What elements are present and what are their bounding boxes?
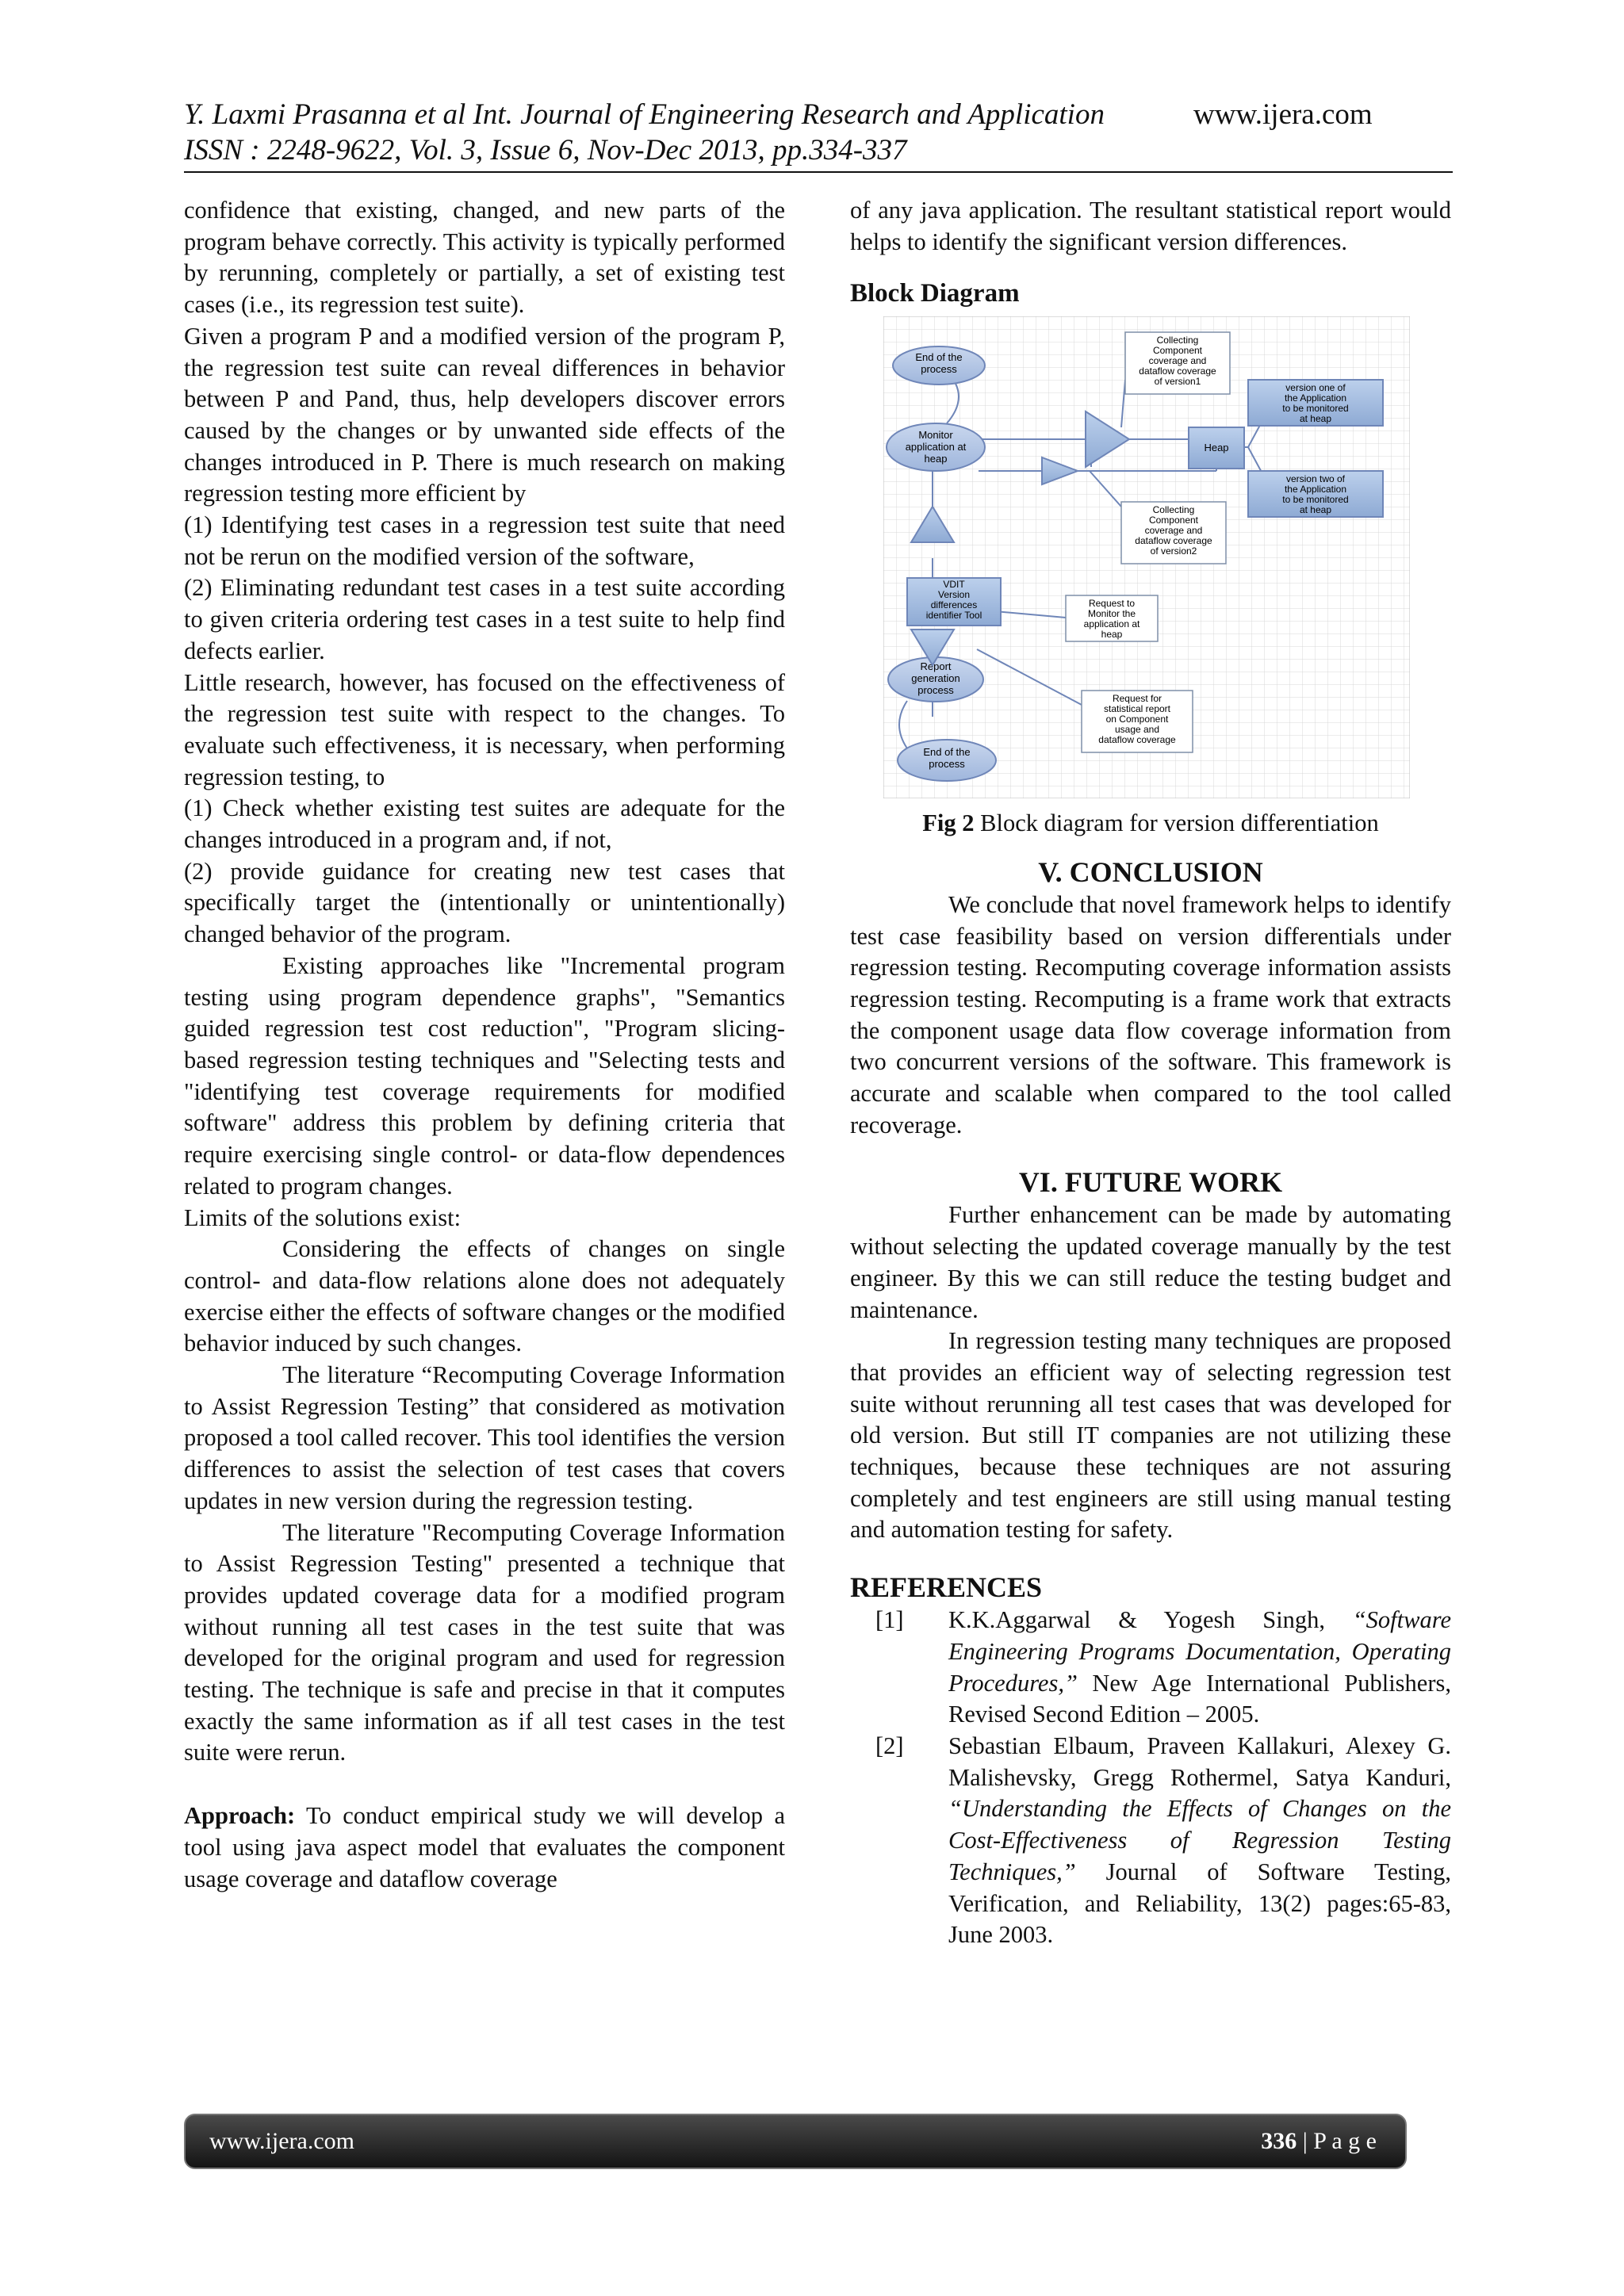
footer-website: www.ijera.com xyxy=(209,2128,354,2154)
svg-text:End of theprocess: End of the process xyxy=(915,351,963,376)
end-top-line1: End of the xyxy=(915,351,963,364)
conclusion-paragraph: We conclude that novel framework helps to identify test case feasibility based on version differentials under regression testing. Recomputing coverage information assists regression testing. Recomputing is a frame work that extracts the component usage data flow coverage information from two concurrent versions of the software. This framework is accurate and scalable when compared to the tool called recoverage. xyxy=(850,890,1451,1138)
list-item: (1) Identifying test cases in a regression test suite that need not be rerun on the modified version of the software, xyxy=(184,511,785,570)
block-diagram xyxy=(883,316,1410,798)
list-item: (1) Check whether existing test suites are adequate for the changes introduced in a program and, if not, xyxy=(184,794,785,854)
svg-text:End of theprocess: End of the process xyxy=(923,746,971,771)
figure-caption: Fig 2 Block diagram for version differentiation xyxy=(922,809,1379,836)
paragraph: The literature "Recomputing Coverage Information to Assist Regression Testing" presented a technique that provides updated coverage data for a modified program without running all test cases in the test suite that was developed for the original program and used for regression testing. The technique is safe and precise in that it computes exactly the same information as if all test cases in the test suite were rerun. xyxy=(184,1518,785,1766)
paragraph: Little research, however, has focused on the effectiveness of the regression test suite with respect to the changes. To evaluate such effectiveness, it is necessary, when performing regression testing, to xyxy=(184,668,785,790)
right-column xyxy=(850,195,1451,1951)
header-rule xyxy=(184,171,1453,173)
list-item: (2) provide guidance for creating new test cases that specifically target the (intentionally or unintentionally) changed behavior of the program. xyxy=(184,857,785,948)
conclusion-heading: V. CONCLUSION xyxy=(1038,855,1263,888)
reference-item: [1] K.K.Aggarwal & Yogesh Singh, “Software Engineering Programs Documentation, Operating Procedures,” New Age International Publishers, Revised Second Edition – 2005. xyxy=(875,1606,1451,1728)
paragraph: of any java application. The resultant statistical report would helps to identify the significant version differences. xyxy=(850,197,1451,255)
future-work-heading: VI. FUTURE WORK xyxy=(1018,1166,1283,1199)
future-work-paragraph: In regression testing many techniques are proposed that provides an efficient way of selecting regression test suite without rerunning all test cases that was developed for old version. But still IT companies are not utilizing these techniques, because these techniques are not assuring completely and test engineers are still using manual testing and automation testing for safety. xyxy=(850,1327,1451,1544)
page-footer xyxy=(184,2114,1407,2169)
left-column xyxy=(184,195,785,1895)
svg-text:Request forstatistical reporto: Request for statistical report on Component usage and dataflow coverage xyxy=(1098,693,1176,746)
header-website: www.ijera.com xyxy=(1193,98,1373,131)
svg-text:Request toMonitor theapplicati: Request to Monitor the application at heap xyxy=(1083,598,1140,641)
approach-label: Approach: xyxy=(184,1802,296,1830)
svg-text:VDITVersiondifferencesidentifi: VDIT Version differences identifier Tool xyxy=(925,579,982,622)
svg-text:Heap: Heap xyxy=(1204,442,1229,454)
references-heading: REFERENCES xyxy=(850,1571,1043,1604)
issn-line: ISSN : 2248-9622, Vol. 3, Issue 6, Nov-Dec 2013, pp.334-337 xyxy=(184,134,907,166)
svg-text:Reportgenerationprocess: Report generation process xyxy=(911,660,960,697)
svg-text:CollectingComponentcoverage an: Collecting Component coverage and dataflow coverage of version1 xyxy=(1139,335,1216,388)
svg-text:version two ofthe Applicationt: version two of the Application to be monitored at heap xyxy=(1282,473,1349,516)
paragraph: Limits of the solutions exist: xyxy=(184,1203,462,1231)
svg-text:CollectingComponentcoverage an: Collecting Component coverage and dataflow coverage of version2 xyxy=(1135,504,1212,557)
approach-paragraph: Approach: To conduct empirical study we will develop a tool using java aspect model that evaluates the component usage coverage and dataflow coverage xyxy=(184,1802,785,1892)
journal-title: Y. Laxmi Prasanna et al Int. Journal of Engineering Research and Application xyxy=(184,98,1105,131)
paragraph: Given a program P and a modified version of the program P, the regression test suite can reveal differences in behavior between P and Pand, thus, help developers discover errors caused by the changes or by unwanted side effects of the changes introduced in P. There is much research on making regression testing more efficient by xyxy=(184,322,785,507)
page-number: 336 | P a g e xyxy=(1261,2128,1377,2154)
paragraph: confidence that existing, changed, and new parts of the program behave correctly. This activity is typically performed by rerunning, completely or partially, a set of existing test cases (i.e., its regression test suite). xyxy=(184,197,785,319)
future-work-paragraph: Further enhancement can be made by automating without selecting the updated coverage manually by the test engineer. By this we can still reduce the testing budget and maintenance. xyxy=(850,1201,1451,1323)
reference-item: [2] Sebastian Elbaum, Praveen Kallakuri, Alexey G. Malishevsky, Gregg Rothermel, Satya Kanduri, “Understanding the Effects of Changes on the Cost-Effectiveness of Regression Testing Techniques,” Journal of Software Testing, Verification, and Reliability, 13(2) pages:65-83, June 2003. xyxy=(875,1732,1451,1949)
paragraph: The literature “Recomputing Coverage Information to Assist Regression Testing” that considered as motivation proposed a tool called recover. This tool identifies the version differences to assist the selection of test cases that covers updates in new version during the regression testing. xyxy=(184,1361,785,1514)
running-header xyxy=(184,97,1453,168)
block-diagram-heading: Block Diagram xyxy=(850,279,1020,308)
svg-text:Monitorapplication atheap: Monitor application at heap xyxy=(905,429,967,465)
paragraph: Considering the effects of changes on single control- and data-flow relations alone does not adequately exercise either the effects of software changes or the modified behavior induced by such changes. xyxy=(184,1235,785,1357)
paragraph: Existing approaches like "Incremental program testing using program dependence graphs", "Semantics guided regression test cost reduction", "Program slicing-based regression testing techniques and "Selecting tests and "identifying test coverage requirements for modified software" address this problem by defining criteria that require exercising single control- or data-flow dependences related to program changes. xyxy=(184,951,785,1200)
svg-text:version one ofthe Applicationt: version one of the Application to be monitored at heap xyxy=(1282,382,1349,425)
list-item: (2) Eliminating redundant test cases in a test suite according to given criteria ordering test cases in a test suite to help find defects earlier. xyxy=(184,574,785,664)
